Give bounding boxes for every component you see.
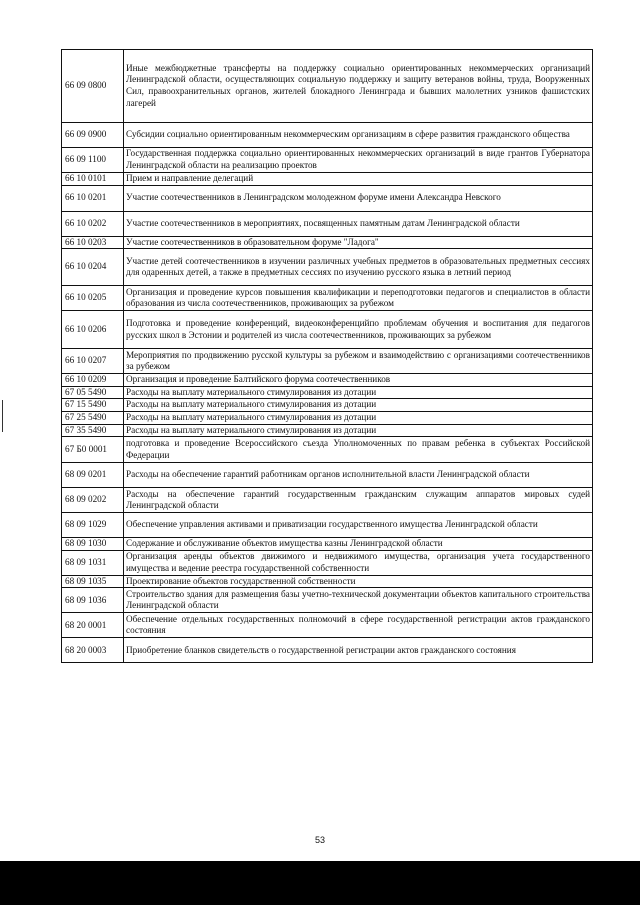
row-code: 68 20 0003 bbox=[62, 638, 124, 663]
row-code: 67 Б0 0001 bbox=[62, 437, 124, 463]
row-code: 66 10 0206 bbox=[62, 311, 124, 349]
row-code: 67 15 5490 bbox=[62, 399, 124, 412]
table-row bbox=[62, 211, 593, 236]
row-code: 68 09 1030 bbox=[62, 538, 124, 551]
row-code: 67 05 5490 bbox=[62, 386, 124, 399]
table-row bbox=[62, 550, 593, 575]
row-description: Обеспечение управления активами и приватизации государственного имущества Ленинградской области bbox=[124, 513, 593, 538]
row-code: 66 10 0205 bbox=[62, 286, 124, 311]
row-description: Участие соотечественников в Ленинградском молодежном форуме имени Александра Невского bbox=[124, 185, 593, 211]
row-code: 66 10 0209 bbox=[62, 374, 124, 387]
row-code: 68 09 1029 bbox=[62, 513, 124, 538]
table-row bbox=[62, 488, 593, 513]
row-description: Расходы на обеспечение гарантий государственным гражданским служащим аппаратов мировых судей Ленинградской области bbox=[124, 488, 593, 513]
row-description: Организация и проведение курсов повышения квалификации и переподготовки педагогов и специалистов в области образования из числа соотечественников, проживающих за рубежом bbox=[124, 286, 593, 311]
row-description: Расходы на выплату материального стимулирования из дотации bbox=[124, 411, 593, 424]
scan-margin-mark bbox=[2, 400, 3, 432]
table-row bbox=[62, 349, 593, 374]
row-description: Расходы на выплату материального стимулирования из дотации bbox=[124, 386, 593, 399]
row-description: Расходы на выплату материального стимулирования из дотации bbox=[124, 424, 593, 437]
scan-bottom-bar bbox=[0, 861, 640, 905]
row-code: 66 10 0201 bbox=[62, 185, 124, 211]
row-description: подготовка и проведение Всероссийского съезда Уполномоченных по правам ребенка в субъектах Российской Федерации bbox=[124, 437, 593, 463]
table-row bbox=[62, 513, 593, 538]
row-code: 68 09 1036 bbox=[62, 588, 124, 613]
row-description: Приобретение бланков свидетельств о государственной регистрации актов гражданского состояния bbox=[124, 638, 593, 663]
row-code: 68 09 1035 bbox=[62, 575, 124, 588]
table-row bbox=[62, 538, 593, 551]
row-code: 66 10 0203 bbox=[62, 236, 124, 249]
row-description: Подготовка и проведение конференций, видеоконференцийпо проблемам обучения и воспитания для педагогов русских школ в Эстонии и родителей из числа соотечественников, проживающих за рубежом bbox=[124, 311, 593, 349]
row-description: Расходы на обеспечение гарантий работникам органов исполнительной власти Ленинградской области bbox=[124, 463, 593, 488]
table-row bbox=[62, 437, 593, 463]
table-row bbox=[62, 374, 593, 387]
table-row bbox=[62, 575, 593, 588]
row-description: Иные межбюджетные трансферты на поддержку социально ориентированных некоммерческих организаций Ленинградской области, осуществляющих социальную поддержку и защиту ветеранов войны, труда, Вооруженных Сил, правоохранительных органов, жителей блокадного Ленинграда и бывших малолетних узников фашистских лагерей bbox=[124, 50, 593, 123]
table-row bbox=[62, 236, 593, 249]
table-row bbox=[62, 50, 593, 123]
row-description: Государственная поддержка социально ориентированных некоммерческих организаций в виде грантов Губернатора Ленинградской области на реализацию проектов bbox=[124, 148, 593, 173]
row-code: 66 10 0207 bbox=[62, 349, 124, 374]
row-description: Участие соотечественников в образовательном форуме "Ладога" bbox=[124, 236, 593, 249]
table-row bbox=[62, 424, 593, 437]
table-row bbox=[62, 463, 593, 488]
row-description: Организация аренды объектов движимого и недвижимого имущества, организация учета государственного имущества и ведение реестра государственной собственности bbox=[124, 550, 593, 575]
row-code: 66 09 0900 bbox=[62, 123, 124, 148]
page-number: 53 bbox=[314, 835, 325, 845]
row-code: 67 35 5490 bbox=[62, 424, 124, 437]
row-description: Обеспечение отдельных государственных полномочий в сфере государственной регистрации актов гражданского состояния bbox=[124, 613, 593, 638]
table-row bbox=[62, 311, 593, 349]
row-description: Мероприятия по продвижению русской культуры за рубежом и взаимодействию с организациями соотечественников за рубежом bbox=[124, 349, 593, 374]
row-description: Участие соотечественников в мероприятиях, посвященных памятным датам Ленинградской области bbox=[124, 211, 593, 236]
row-code: 67 25 5490 bbox=[62, 411, 124, 424]
table-row bbox=[62, 638, 593, 663]
table-row bbox=[62, 173, 593, 186]
row-code: 66 10 0202 bbox=[62, 211, 124, 236]
row-code: 68 20 0001 bbox=[62, 613, 124, 638]
row-code: 66 09 0800 bbox=[62, 50, 124, 123]
table-row bbox=[62, 185, 593, 211]
table-row bbox=[62, 148, 593, 173]
table-row bbox=[62, 123, 593, 148]
row-description: Прием и направление делегаций bbox=[124, 173, 593, 186]
table-row bbox=[62, 411, 593, 424]
row-description: Проектирование объектов государственной собственности bbox=[124, 575, 593, 588]
row-description: Организация и проведение Балтийского форума соотечественников bbox=[124, 374, 593, 387]
row-description: Субсидии социально ориентированным некоммерческим организациям в сфере развития гражданского общества bbox=[124, 123, 593, 148]
table-row bbox=[62, 588, 593, 613]
row-description: Расходы на выплату материального стимулирования из дотации bbox=[124, 399, 593, 412]
row-description: Участие детей соотечественников в изучении различных учебных предметов в образовательных предметных сессиях для одаренных детей, а также в предметных сессиях по изучению русского языка в летний период bbox=[124, 249, 593, 286]
row-code: 66 10 0101 bbox=[62, 173, 124, 186]
table-row bbox=[62, 613, 593, 638]
row-code: 66 09 1100 bbox=[62, 148, 124, 173]
row-code: 68 09 0201 bbox=[62, 463, 124, 488]
table-row bbox=[62, 249, 593, 286]
table-row bbox=[62, 399, 593, 412]
table-body bbox=[62, 50, 593, 663]
row-description: Строительство здания для размещения базы учетно-технической документации объектов капитального строительства Ленинградской области bbox=[124, 588, 593, 613]
row-code: 68 09 1031 bbox=[62, 550, 124, 575]
row-code: 68 09 0202 bbox=[62, 488, 124, 513]
row-code: 66 10 0204 bbox=[62, 249, 124, 286]
table-row bbox=[62, 386, 593, 399]
budget-codes-table bbox=[61, 49, 593, 663]
table-row bbox=[62, 286, 593, 311]
row-description: Содержание и обслуживание объектов имущества казны Ленинградской области bbox=[124, 538, 593, 551]
